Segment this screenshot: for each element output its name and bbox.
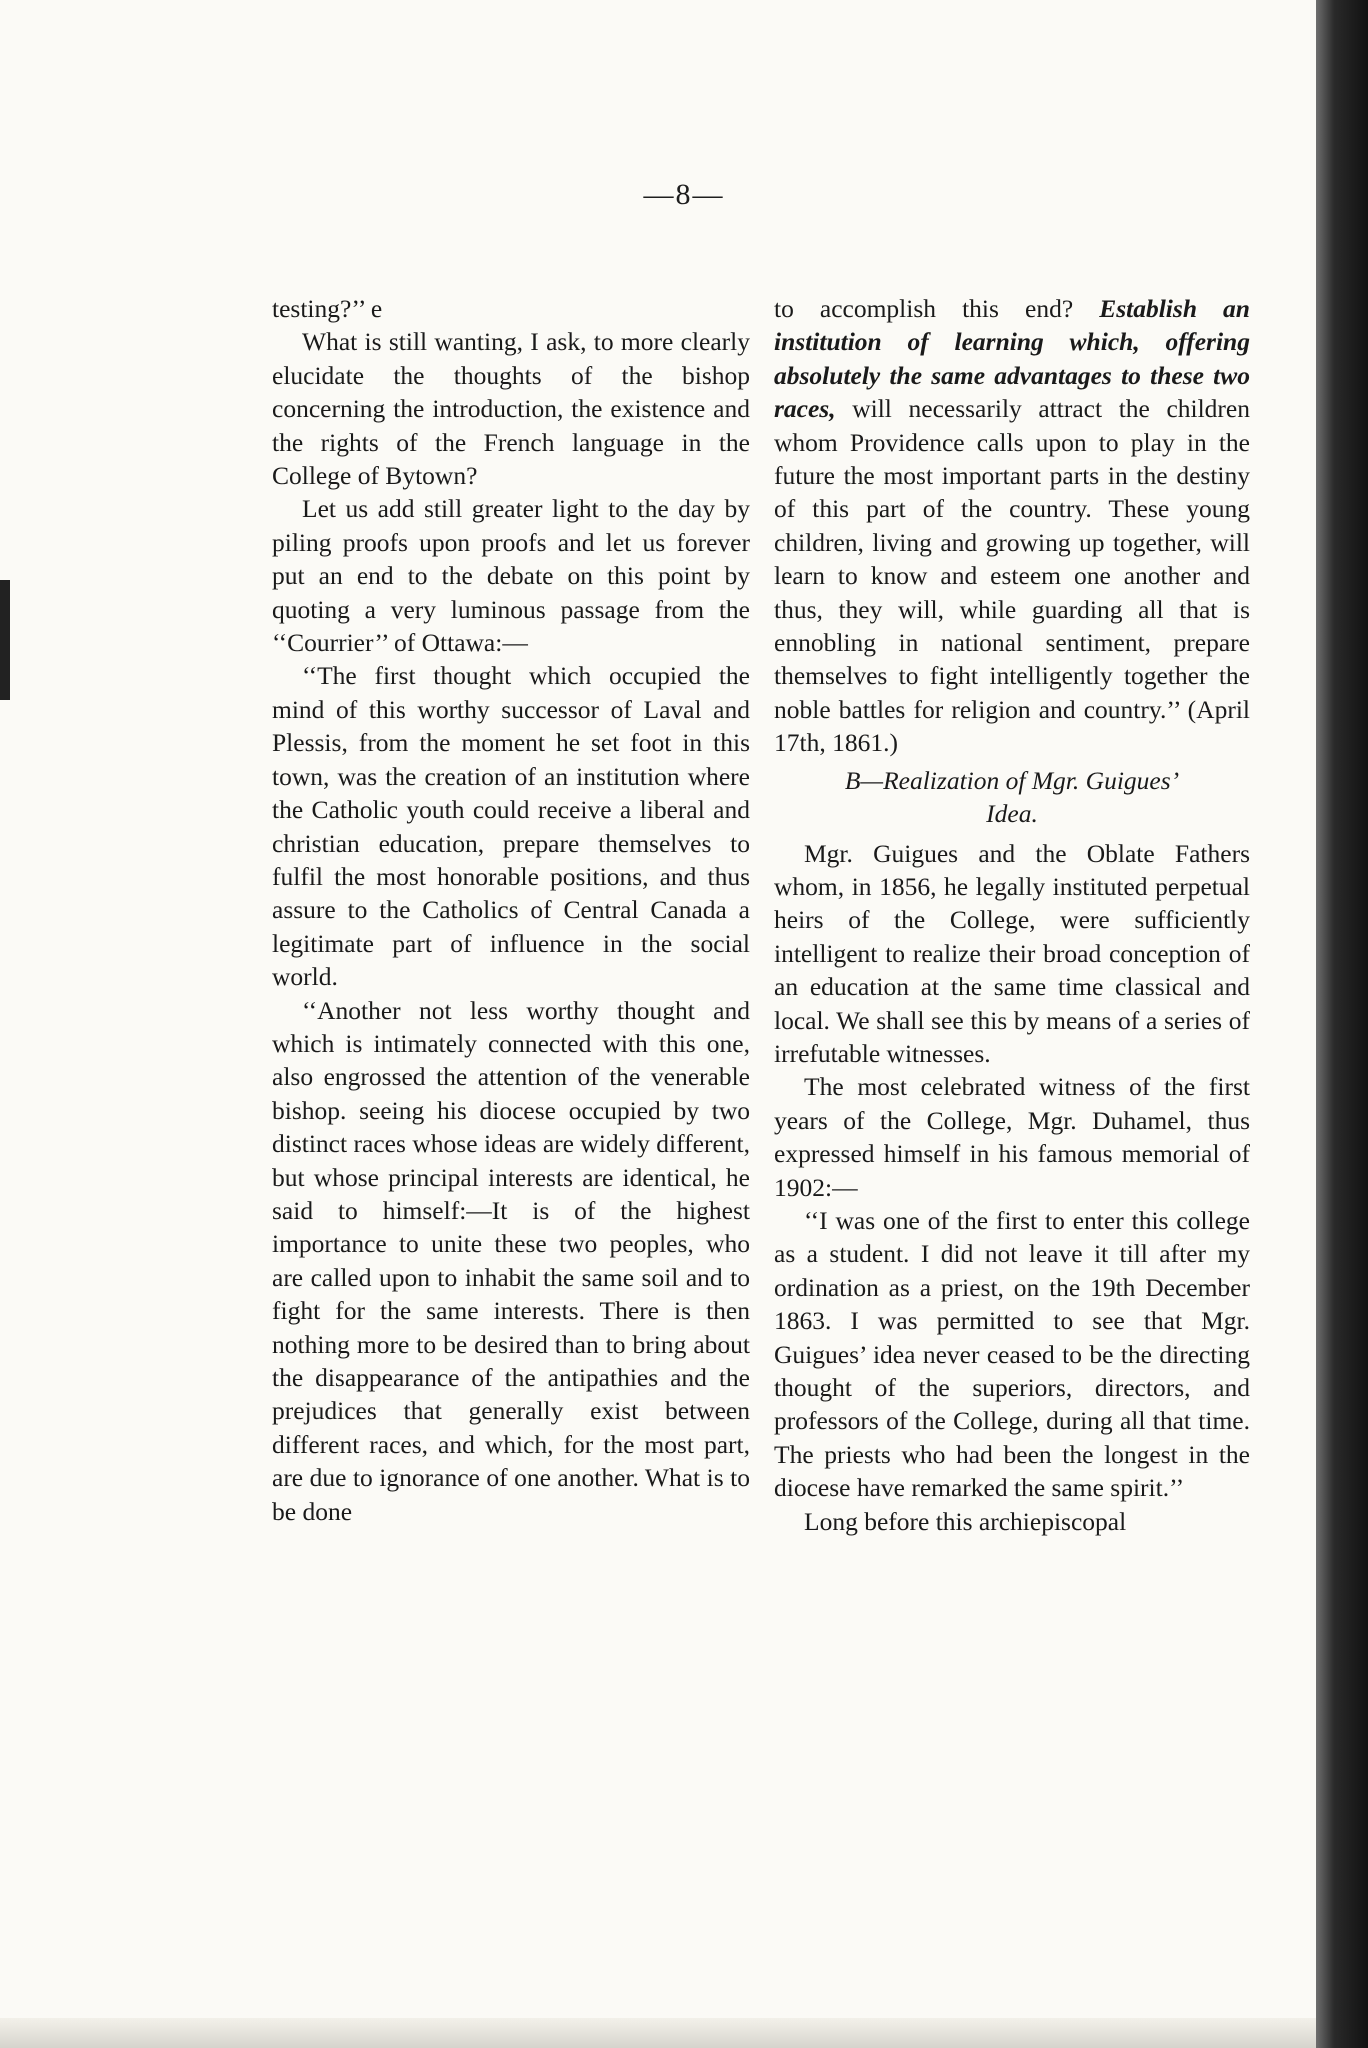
- paragraph: testing?’’ e: [272, 294, 383, 323]
- quoted-paragraph: ‘‘I was one of the first to enter this college as a student. I did not leave it till after my ordination as a priest, on the 19th December 1863. I was permitted to see that Mgr. Guigues’ idea never ceased to be the directing thought of the superiors, directors, and professors of the College, during all that time. The priests who had been the longest in the diocese have remarked the same spirit.’’: [774, 1205, 1250, 1503]
- paragraph: Mgr. Guigues and the Oblate Fathers whom, in 1856, he legally instituted perpetual heirs of the College, were sufficiently intelligent to realize their broad conception of an education at the same time classical and local. We shall see this by means of a series of irrefutable witnesses.: [774, 838, 1250, 1068]
- page-bottom-edge: [0, 2018, 1316, 2048]
- text-run: to accomplish this end?: [774, 294, 1074, 323]
- right-column: [774, 292, 1250, 1538]
- left-column: [272, 292, 750, 1528]
- paragraph: Let us add still greater light to the day by piling proofs upon proofs and let us forever put an end to the debate on this point by quoting a very luminous passage from the ‘‘Courrier’’ of Ottawa:—: [272, 494, 750, 658]
- section-heading-line: Idea.: [986, 799, 1038, 829]
- text-run: will necessarily attract the children whom Providence calls upon to play in the future the most important parts in the destiny of this part of the country. These young children, living and growing up together, will learn to know and esteem one another and thus, they will, while guarding all that is ennobling in national sentiment, prepare themselves to fight intelligently together the noble battles for religion and country.’’ (April 17th, 1861.): [774, 394, 1250, 758]
- paragraph: The most celebrated witness of the first years of the College, Mgr. Duhamel, thus expressed himself in his famous memorial of 1902:—: [774, 1072, 1250, 1202]
- paragraph: What is still wanting, I ask, to more clearly elucidate the thoughts of the bishop concerning the introduction, the existence and the rights of the French language in the College of Bytown?: [272, 327, 750, 491]
- paragraph: [774, 292, 1250, 760]
- page-edge-shadow: [1316, 0, 1368, 2048]
- quoted-paragraph: ‘‘Another not less worthy thought and which is intimately connected with this one, also engrossed the attention of the venerable bishop. seeing his diocese occupied by two distinct races whose ideas are widely different, but whose principal interests are identical, he said to himself:—It is of the highest importance to unite these two peoples, who are called upon to inhabit the same soil and to fight for the same interests. There is then nothing more to be desired than to bring about the disappearance of the antipathies and the prejudices that generally exist between different races, and which, for the most part, are due to ignorance of one another. What is to be done: [272, 995, 750, 1526]
- binding-mark: [0, 580, 10, 700]
- page-number: —8—: [643, 178, 725, 211]
- section-heading-line: B—Realization of Mgr. Guigues’: [844, 765, 1180, 795]
- paragraph: Long before this archiepiscopal: [804, 1506, 1127, 1536]
- section-heading: [774, 764, 1250, 831]
- emphasized-text: Establish an institution of learning which, offering absolutely the same advantages to these two races,: [774, 294, 1250, 424]
- quoted-paragraph: ‘‘The first thought which occupied the mind of this worthy successor of Laval and Plessis, from the moment he set foot in this town, was the creation of an institution where the Catholic youth could receive a liberal and christian education, prepare themselves to fulfil the most honorable positions, and thus assure to the Catholics of Central Canada a legitimate part of influence in the social world.: [272, 661, 750, 992]
